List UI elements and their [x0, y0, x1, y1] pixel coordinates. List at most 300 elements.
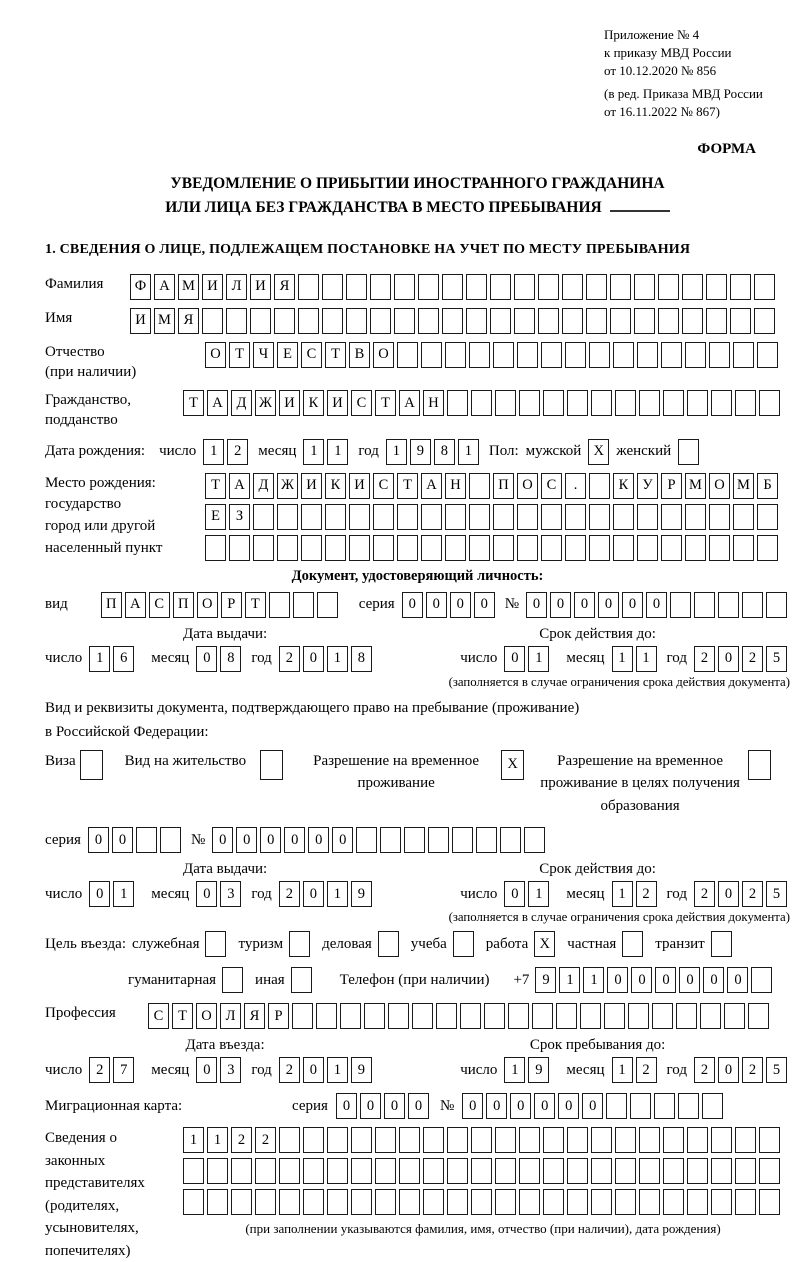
representative-cell[interactable] [495, 1127, 516, 1153]
phone-cell[interactable]: 1 [559, 967, 580, 993]
representative-cell[interactable] [519, 1127, 540, 1153]
birth-place-cell[interactable] [541, 504, 562, 530]
citizenship-cell[interactable] [591, 390, 612, 416]
name-cell[interactable] [202, 308, 223, 334]
citizenship-cell[interactable]: Д [231, 390, 252, 416]
birth-place-cell[interactable] [397, 535, 418, 561]
surname-cell[interactable] [370, 274, 391, 300]
representative-cell[interactable] [423, 1127, 444, 1153]
representative-cell[interactable] [519, 1158, 540, 1184]
name-cell[interactable] [370, 308, 391, 334]
patronymic-cell[interactable]: О [205, 342, 226, 368]
date-cell[interactable]: 0 [718, 881, 739, 907]
date-cell[interactable]: 5 [766, 881, 787, 907]
representative-cell[interactable] [279, 1127, 300, 1153]
birth-place-cell[interactable] [349, 535, 370, 561]
patronymic-cell[interactable] [733, 342, 754, 368]
date-cell[interactable]: 1 [528, 881, 549, 907]
patronymic-cell[interactable]: О [373, 342, 394, 368]
patronymic-cell[interactable] [589, 342, 610, 368]
date-cell[interactable]: 1 [612, 1057, 633, 1083]
citizenship-cell[interactable]: Ж [255, 390, 276, 416]
representative-cell[interactable]: 2 [255, 1127, 276, 1153]
name-cell[interactable] [706, 308, 727, 334]
citizenship-cell[interactable]: Т [183, 390, 204, 416]
profession-cell[interactable] [676, 1003, 697, 1029]
representative-cell[interactable] [759, 1189, 780, 1215]
representative-cell[interactable] [615, 1189, 636, 1215]
date-cell[interactable]: 2 [742, 1057, 763, 1083]
representative-cell[interactable] [375, 1158, 396, 1184]
date-cell[interactable]: 2 [742, 881, 763, 907]
representative-cell[interactable] [327, 1127, 348, 1153]
profession-cell[interactable] [724, 1003, 745, 1029]
name-cell[interactable] [298, 308, 319, 334]
surname-cell[interactable] [490, 274, 511, 300]
birth-place-cell[interactable] [445, 504, 466, 530]
migration-seriya-cell[interactable]: 0 [408, 1093, 429, 1119]
representative-cell[interactable] [591, 1189, 612, 1215]
representative-cell[interactable] [495, 1189, 516, 1215]
surname-cell[interactable] [730, 274, 751, 300]
representative-cell[interactable] [663, 1127, 684, 1153]
birth-place-cell[interactable] [517, 535, 538, 561]
citizenship-cell[interactable]: Т [375, 390, 396, 416]
profession-cell[interactable]: С [148, 1003, 169, 1029]
birth-place-cell[interactable] [637, 535, 658, 561]
representative-cell[interactable] [471, 1127, 492, 1153]
profession-cell[interactable] [748, 1003, 769, 1029]
birth-place-cell[interactable] [685, 535, 706, 561]
migration-number-cell[interactable]: 0 [534, 1093, 555, 1119]
date-cell[interactable]: 9 [351, 881, 372, 907]
profession-cell[interactable] [580, 1003, 601, 1029]
representative-cell[interactable] [255, 1158, 276, 1184]
birth-place-cell[interactable]: Д [253, 473, 274, 499]
profession-cell[interactable] [436, 1003, 457, 1029]
residence-number-cell[interactable]: 0 [212, 827, 233, 853]
purpose-official-checkbox[interactable] [205, 931, 226, 957]
name-cell[interactable] [490, 308, 511, 334]
birth-place-cell[interactable] [493, 504, 514, 530]
profession-cell[interactable] [364, 1003, 385, 1029]
surname-cell[interactable] [538, 274, 559, 300]
birth-place-cell[interactable] [277, 504, 298, 530]
profession-cell[interactable] [460, 1003, 481, 1029]
migration-number-cell[interactable]: 0 [486, 1093, 507, 1119]
date-cell[interactable]: 2 [694, 646, 715, 672]
representative-cell[interactable] [567, 1127, 588, 1153]
date-cell[interactable]: 5 [766, 646, 787, 672]
phone-cell[interactable] [751, 967, 772, 993]
identity-number-cell[interactable]: 0 [526, 592, 547, 618]
birth-place-cell[interactable] [613, 535, 634, 561]
birth-place-cell[interactable] [373, 504, 394, 530]
representative-cell[interactable] [279, 1189, 300, 1215]
name-cell[interactable] [226, 308, 247, 334]
birth-place-cell[interactable] [397, 504, 418, 530]
date-cell[interactable]: 2 [279, 646, 300, 672]
surname-cell[interactable] [394, 274, 415, 300]
residence-number-cell[interactable] [500, 827, 521, 853]
migration-number-cell[interactable] [606, 1093, 627, 1119]
phone-cell[interactable]: 0 [631, 967, 652, 993]
surname-cell[interactable] [754, 274, 775, 300]
residence-number-cell[interactable]: 0 [284, 827, 305, 853]
representative-cell[interactable]: 2 [231, 1127, 252, 1153]
representative-cell[interactable] [231, 1158, 252, 1184]
surname-cell[interactable]: Ф [130, 274, 151, 300]
birth-place-cell[interactable]: С [541, 473, 562, 499]
migration-number-cell[interactable]: 0 [582, 1093, 603, 1119]
citizenship-cell[interactable] [447, 390, 468, 416]
identity-number-cell[interactable] [766, 592, 787, 618]
birth-place-cell[interactable]: Е [205, 504, 226, 530]
date-cell[interactable]: 7 [113, 1057, 134, 1083]
identity-seriya-cell[interactable]: 0 [474, 592, 495, 618]
representative-cell[interactable] [735, 1127, 756, 1153]
date-cell[interactable]: 2 [636, 1057, 657, 1083]
date-cell[interactable]: 1 [528, 646, 549, 672]
surname-cell[interactable] [466, 274, 487, 300]
representative-cell[interactable] [447, 1158, 468, 1184]
patronymic-cell[interactable] [613, 342, 634, 368]
phone-cell[interactable]: 1 [583, 967, 604, 993]
birth-place-cell[interactable]: О [517, 473, 538, 499]
identity-number-cell[interactable] [694, 592, 715, 618]
representative-cell[interactable] [471, 1158, 492, 1184]
representative-cell[interactable]: 1 [207, 1127, 228, 1153]
birth-place-cell[interactable] [661, 504, 682, 530]
birth-place-cell[interactable] [469, 535, 490, 561]
date-cell[interactable]: 1 [612, 646, 633, 672]
purpose-transit-checkbox[interactable] [711, 931, 732, 957]
birth-day-cell[interactable]: 2 [227, 439, 248, 465]
birth-place-cell[interactable] [589, 504, 610, 530]
birth-place-cell[interactable] [421, 535, 442, 561]
representative-cell[interactable] [231, 1189, 252, 1215]
vid-cell[interactable]: Р [221, 592, 242, 618]
date-cell[interactable]: 9 [351, 1057, 372, 1083]
representative-cell[interactable] [375, 1189, 396, 1215]
representative-cell[interactable] [423, 1158, 444, 1184]
migration-number-cell[interactable]: 0 [462, 1093, 483, 1119]
date-cell[interactable]: 3 [220, 881, 241, 907]
name-cell[interactable] [682, 308, 703, 334]
patronymic-cell[interactable]: В [349, 342, 370, 368]
profession-cell[interactable]: Р [268, 1003, 289, 1029]
representative-cell[interactable] [591, 1127, 612, 1153]
residence-number-cell[interactable]: 0 [332, 827, 353, 853]
birth-place-cell[interactable]: О [709, 473, 730, 499]
name-cell[interactable] [466, 308, 487, 334]
representative-cell[interactable] [639, 1127, 660, 1153]
birth-place-cell[interactable] [301, 504, 322, 530]
birth-place-cell[interactable]: Т [205, 473, 226, 499]
representative-cell[interactable] [615, 1158, 636, 1184]
patronymic-cell[interactable] [757, 342, 778, 368]
residence-seriya-cell[interactable]: 0 [112, 827, 133, 853]
patronymic-cell[interactable]: Т [325, 342, 346, 368]
birth-place-cell[interactable]: С [373, 473, 394, 499]
profession-cell[interactable] [532, 1003, 553, 1029]
surname-cell[interactable] [682, 274, 703, 300]
name-cell[interactable] [322, 308, 343, 334]
citizenship-cell[interactable] [471, 390, 492, 416]
migration-seriya-cell[interactable]: 0 [360, 1093, 381, 1119]
citizenship-cell[interactable] [711, 390, 732, 416]
name-cell[interactable] [610, 308, 631, 334]
citizenship-cell[interactable] [615, 390, 636, 416]
migration-number-cell[interactable]: 0 [558, 1093, 579, 1119]
representative-cell[interactable] [759, 1158, 780, 1184]
representative-cell[interactable] [375, 1127, 396, 1153]
birth-place-cell[interactable]: К [325, 473, 346, 499]
citizenship-cell[interactable] [687, 390, 708, 416]
birth-place-cell[interactable] [565, 504, 586, 530]
birth-place-cell[interactable] [253, 535, 274, 561]
date-cell[interactable]: 0 [196, 1057, 217, 1083]
citizenship-cell[interactable] [663, 390, 684, 416]
birth-place-cell[interactable] [589, 535, 610, 561]
birth-place-cell[interactable] [757, 535, 778, 561]
profession-cell[interactable] [340, 1003, 361, 1029]
date-cell[interactable]: 1 [504, 1057, 525, 1083]
option-visa-checkbox[interactable] [80, 750, 103, 780]
patronymic-cell[interactable] [565, 342, 586, 368]
date-cell[interactable]: 0 [303, 1057, 324, 1083]
representative-cell[interactable] [447, 1127, 468, 1153]
representative-cell[interactable] [303, 1127, 324, 1153]
representative-cell[interactable] [567, 1158, 588, 1184]
migration-number-cell[interactable] [678, 1093, 699, 1119]
residence-number-cell[interactable]: 0 [260, 827, 281, 853]
identity-number-cell[interactable]: 0 [646, 592, 667, 618]
birth-place-cell[interactable] [325, 535, 346, 561]
representative-cell[interactable] [591, 1158, 612, 1184]
citizenship-cell[interactable] [519, 390, 540, 416]
birth-place-cell[interactable] [205, 535, 226, 561]
representative-cell[interactable] [303, 1189, 324, 1215]
representative-cell[interactable] [207, 1189, 228, 1215]
vid-cell[interactable]: О [197, 592, 218, 618]
representative-cell[interactable] [399, 1158, 420, 1184]
representative-cell[interactable] [639, 1158, 660, 1184]
birth-place-cell[interactable] [733, 504, 754, 530]
date-cell[interactable]: 0 [303, 646, 324, 672]
vid-cell[interactable]: П [101, 592, 122, 618]
residence-number-cell[interactable] [404, 827, 425, 853]
representative-cell[interactable] [399, 1189, 420, 1215]
patronymic-cell[interactable] [469, 342, 490, 368]
surname-cell[interactable] [586, 274, 607, 300]
birth-place-cell[interactable] [445, 535, 466, 561]
purpose-work-checkbox[interactable]: X [534, 931, 555, 957]
purpose-private-checkbox[interactable] [622, 931, 643, 957]
profession-cell[interactable] [628, 1003, 649, 1029]
patronymic-cell[interactable]: Е [277, 342, 298, 368]
birth-place-cell[interactable] [325, 504, 346, 530]
name-cell[interactable] [562, 308, 583, 334]
name-cell[interactable]: М [154, 308, 175, 334]
patronymic-cell[interactable] [421, 342, 442, 368]
birth-place-cell[interactable] [373, 535, 394, 561]
vid-cell[interactable] [269, 592, 290, 618]
vid-cell[interactable]: С [149, 592, 170, 618]
birth-place-cell[interactable] [469, 504, 490, 530]
profession-cell[interactable] [316, 1003, 337, 1029]
name-cell[interactable] [250, 308, 271, 334]
birth-place-cell[interactable]: З [229, 504, 250, 530]
phone-cell[interactable]: 0 [679, 967, 700, 993]
residence-seriya-cell[interactable] [136, 827, 157, 853]
birth-place-cell[interactable]: Б [757, 473, 778, 499]
birth-place-cell[interactable]: М [733, 473, 754, 499]
representative-cell[interactable] [735, 1189, 756, 1215]
date-cell[interactable]: 2 [279, 1057, 300, 1083]
date-cell[interactable]: 1 [89, 646, 110, 672]
date-cell[interactable]: 0 [89, 881, 110, 907]
citizenship-cell[interactable]: И [279, 390, 300, 416]
representative-cell[interactable] [303, 1158, 324, 1184]
citizenship-cell[interactable]: А [207, 390, 228, 416]
representative-cell[interactable] [711, 1189, 732, 1215]
date-cell[interactable]: 2 [742, 646, 763, 672]
date-cell[interactable]: 0 [504, 881, 525, 907]
birth-year-cell[interactable]: 9 [410, 439, 431, 465]
representative-cell[interactable] [519, 1189, 540, 1215]
citizenship-cell[interactable] [567, 390, 588, 416]
birth-place-cell[interactable] [421, 504, 442, 530]
purpose-business-checkbox[interactable] [378, 931, 399, 957]
option-temp-residence-checkbox[interactable]: X [501, 750, 524, 780]
vid-cell[interactable]: Т [245, 592, 266, 618]
surname-cell[interactable] [658, 274, 679, 300]
migration-number-cell[interactable]: 0 [510, 1093, 531, 1119]
representative-cell[interactable] [543, 1189, 564, 1215]
surname-cell[interactable]: М [178, 274, 199, 300]
profession-cell[interactable] [556, 1003, 577, 1029]
surname-cell[interactable] [514, 274, 535, 300]
name-cell[interactable] [634, 308, 655, 334]
birth-place-cell[interactable]: И [349, 473, 370, 499]
date-cell[interactable]: 8 [351, 646, 372, 672]
citizenship-cell[interactable]: А [399, 390, 420, 416]
patronymic-cell[interactable] [493, 342, 514, 368]
birth-place-cell[interactable] [517, 504, 538, 530]
patronymic-cell[interactable] [637, 342, 658, 368]
identity-number-cell[interactable] [742, 592, 763, 618]
date-cell[interactable]: 0 [196, 646, 217, 672]
birth-day-cell[interactable]: 1 [203, 439, 224, 465]
sex-male-checkbox[interactable]: X [588, 439, 609, 465]
birth-place-cell[interactable]: П [493, 473, 514, 499]
date-cell[interactable]: 2 [89, 1057, 110, 1083]
representative-cell[interactable] [711, 1127, 732, 1153]
birth-year-cell[interactable]: 1 [386, 439, 407, 465]
representative-cell[interactable] [639, 1189, 660, 1215]
surname-cell[interactable] [346, 274, 367, 300]
citizenship-cell[interactable] [495, 390, 516, 416]
residence-number-cell[interactable] [476, 827, 497, 853]
vid-cell[interactable]: П [173, 592, 194, 618]
option-residence-permit-checkbox[interactable] [260, 750, 283, 780]
surname-cell[interactable]: Я [274, 274, 295, 300]
citizenship-cell[interactable] [639, 390, 660, 416]
patronymic-cell[interactable] [685, 342, 706, 368]
phone-cell[interactable]: 9 [535, 967, 556, 993]
migration-number-cell[interactable] [630, 1093, 651, 1119]
representative-cell[interactable] [279, 1158, 300, 1184]
birth-place-cell[interactable] [685, 504, 706, 530]
phone-cell[interactable]: 0 [703, 967, 724, 993]
surname-cell[interactable]: И [202, 274, 223, 300]
name-cell[interactable]: И [130, 308, 151, 334]
date-cell[interactable]: 2 [279, 881, 300, 907]
representative-cell[interactable] [351, 1127, 372, 1153]
name-cell[interactable] [274, 308, 295, 334]
representative-cell[interactable] [567, 1189, 588, 1215]
purpose-tourism-checkbox[interactable] [289, 931, 310, 957]
birth-place-cell[interactable]: . [565, 473, 586, 499]
patronymic-cell[interactable] [397, 342, 418, 368]
identity-seriya-cell[interactable]: 0 [402, 592, 423, 618]
representative-cell[interactable] [327, 1189, 348, 1215]
residence-number-cell[interactable] [428, 827, 449, 853]
name-cell[interactable] [586, 308, 607, 334]
option-temp-residence-education-checkbox[interactable] [748, 750, 771, 780]
identity-number-cell[interactable] [670, 592, 691, 618]
representative-cell[interactable] [327, 1158, 348, 1184]
profession-cell[interactable] [604, 1003, 625, 1029]
identity-number-cell[interactable]: 0 [550, 592, 571, 618]
vid-cell[interactable]: А [125, 592, 146, 618]
representative-cell[interactable]: 1 [183, 1127, 204, 1153]
date-cell[interactable]: 0 [303, 881, 324, 907]
birth-place-cell[interactable]: И [301, 473, 322, 499]
date-cell[interactable]: 9 [528, 1057, 549, 1083]
representative-cell[interactable] [687, 1189, 708, 1215]
birth-place-cell[interactable] [637, 504, 658, 530]
surname-cell[interactable] [706, 274, 727, 300]
birth-place-cell[interactable] [349, 504, 370, 530]
date-cell[interactable]: 0 [718, 646, 739, 672]
citizenship-cell[interactable]: Н [423, 390, 444, 416]
birth-year-cell[interactable]: 8 [434, 439, 455, 465]
birth-place-cell[interactable] [709, 504, 730, 530]
vid-cell[interactable] [293, 592, 314, 618]
name-cell[interactable] [538, 308, 559, 334]
profession-cell[interactable]: О [196, 1003, 217, 1029]
purpose-humanitarian-checkbox[interactable] [222, 967, 243, 993]
surname-cell[interactable] [634, 274, 655, 300]
representative-cell[interactable] [351, 1158, 372, 1184]
birth-place-cell[interactable]: М [685, 473, 706, 499]
date-cell[interactable]: 8 [220, 646, 241, 672]
patronymic-cell[interactable] [445, 342, 466, 368]
migration-seriya-cell[interactable]: 0 [384, 1093, 405, 1119]
migration-number-cell[interactable] [654, 1093, 675, 1119]
profession-cell[interactable] [508, 1003, 529, 1029]
residence-seriya-cell[interactable] [160, 827, 181, 853]
identity-number-cell[interactable]: 0 [598, 592, 619, 618]
representative-cell[interactable] [447, 1189, 468, 1215]
representative-cell[interactable] [615, 1127, 636, 1153]
patronymic-cell[interactable] [661, 342, 682, 368]
surname-cell[interactable]: А [154, 274, 175, 300]
name-cell[interactable]: Я [178, 308, 199, 334]
phone-cell[interactable]: 0 [655, 967, 676, 993]
